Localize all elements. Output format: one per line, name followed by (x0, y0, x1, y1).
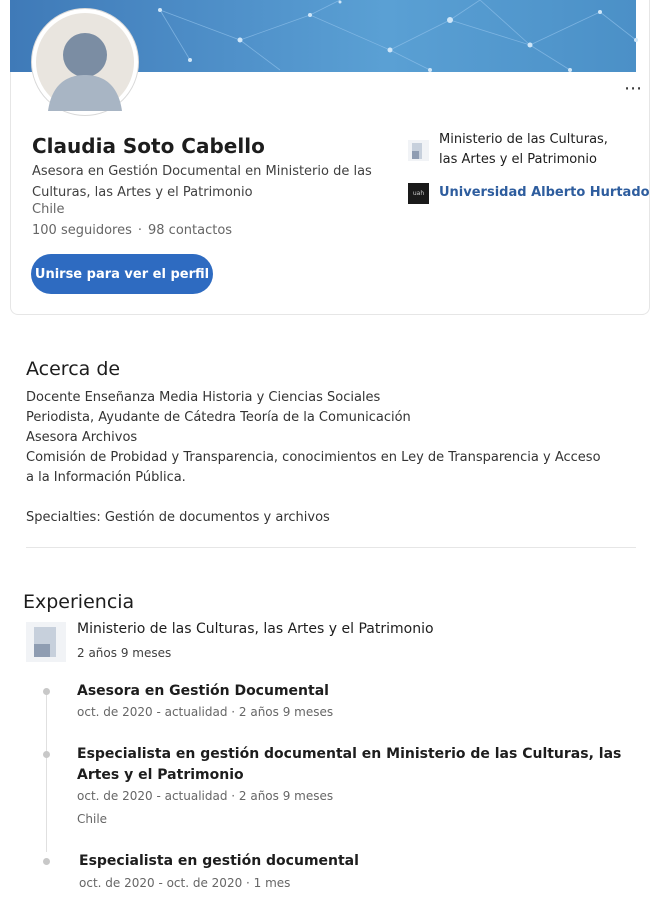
about-line: Asesora Archivos (26, 430, 138, 445)
role-title: Asesora en Gestión Documental (77, 683, 329, 699)
profile-location: Chile (32, 202, 65, 217)
avatar-placeholder-icon (36, 13, 134, 111)
profile-name: Claudia Soto Cabello (32, 134, 265, 158)
ministry-logo-icon[interactable] (26, 622, 66, 662)
about-line: Periodista, Ayudante de Cátedra Teoría de la Comunicación (26, 410, 411, 425)
profile-avatar[interactable] (32, 9, 138, 115)
education-name: Universidad Alberto Hurtado (439, 185, 650, 200)
about-line: Comisión de Probidad y Transparencia, conocimientos en Ley de Transparencia y Acceso a la Información Pública. (26, 450, 601, 485)
join-to-view-profile-button[interactable]: Unirse para ver el perfil (31, 254, 213, 294)
role-dates: oct. de 2020 - actualidad · 2 años 9 meses (77, 789, 334, 803)
network-separator: · (137, 223, 142, 238)
role-title: Especialista en gestión documental (79, 853, 359, 869)
role-title: Especialista en gestión documental en Ministerio de las Culturas, las Artes y el Patrimonio (77, 746, 622, 783)
about-line (26, 488, 601, 508)
about-section-title: Acerca de (26, 358, 121, 380)
experience-section-title: Experiencia (23, 591, 135, 613)
uah-logo-icon: uah (408, 183, 429, 204)
timeline-dot (43, 751, 50, 758)
about-text (26, 388, 601, 528)
current-company-link[interactable] (408, 130, 629, 170)
current-company-name: Ministerio de las Culturas, las Artes y el Patrimonio (439, 132, 608, 167)
profile-network (32, 223, 232, 238)
about-line: Docente Enseñanza Media Historia y Ciencias Sociales (26, 390, 381, 405)
followers-count[interactable]: 100 seguidores (32, 223, 132, 238)
education-link[interactable] (408, 183, 650, 204)
experience-company-name[interactable]: Ministerio de las Culturas, las Artes y el Patrimonio (77, 621, 434, 637)
about-line: Specialties: Gestión de documentos y archivos (26, 510, 330, 525)
section-divider (26, 547, 636, 548)
profile-headline: Asesora en Gestión Documental en Ministerio de las Culturas, las Artes y el Patrimonio (32, 164, 372, 200)
connections-count[interactable]: 98 contactos (148, 223, 233, 238)
experience-company-duration: 2 años 9 meses (77, 646, 172, 660)
more-options-icon[interactable]: ⋯ (624, 78, 643, 99)
experience-timeline (46, 692, 47, 852)
role-dates: oct. de 2020 - actualidad · 2 años 9 meses (77, 705, 334, 719)
role-location: Chile (77, 812, 108, 826)
ministry-logo-icon (408, 140, 429, 161)
timeline-dot (43, 688, 50, 695)
timeline-dot (43, 858, 50, 865)
role-dates: oct. de 2020 - oct. de 2020 · 1 mes (79, 876, 291, 890)
